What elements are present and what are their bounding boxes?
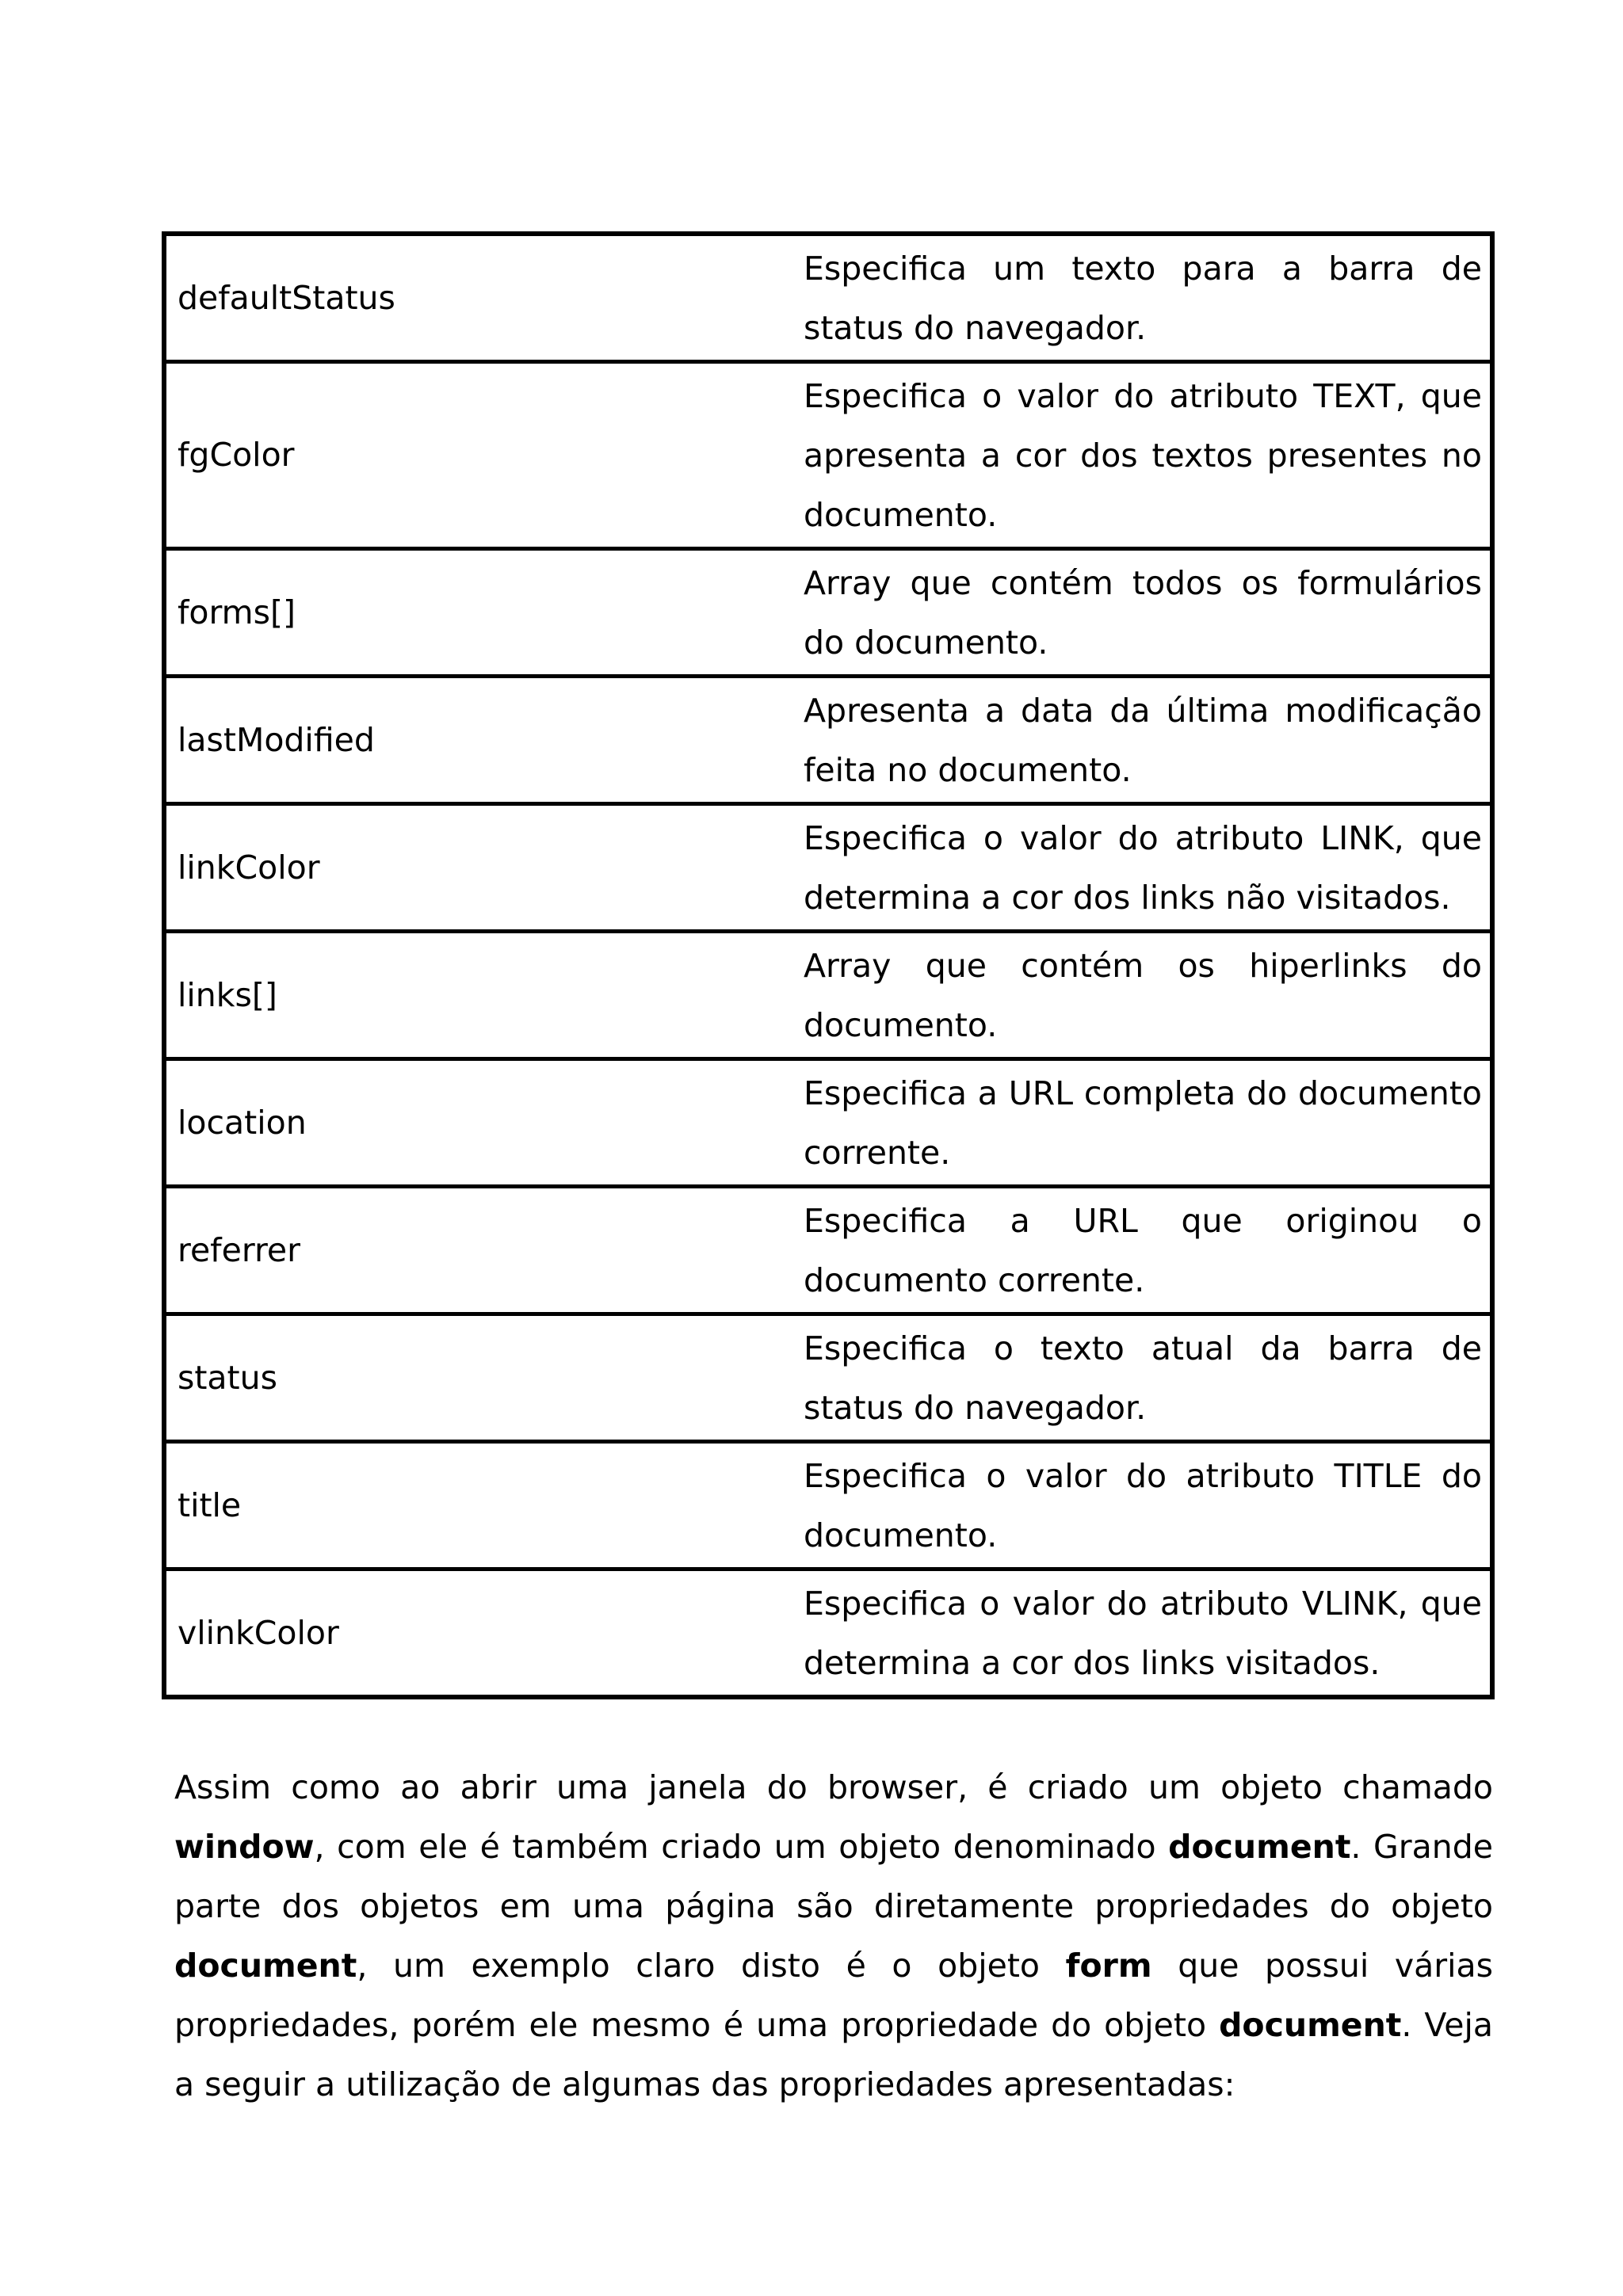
property-description-text: Especifica a URL que originou o documento corrente. (804, 1202, 1482, 1299)
property-description (804, 362, 1492, 549)
property-description-text: Especifica o valor do atributo VLINK, que determina a cor dos links visitados. (804, 1585, 1482, 1682)
property-description-text: Especifica o texto atual da barra de status do navegador. (804, 1329, 1482, 1427)
property-description-text: Especifica a URL completa do documento corrente. (804, 1074, 1482, 1172)
table-row (164, 932, 1492, 1059)
property-description-text: Especifica o valor do atributo TITLE do documento. (804, 1457, 1482, 1554)
table-row (164, 1059, 1492, 1187)
property-description (804, 1442, 1492, 1569)
property-description (804, 549, 1492, 677)
paragraph-text: . Veja a seguir a utilização de algumas das propriedades apresentadas: (174, 2006, 1494, 2103)
paragraph-bold-form: form (1065, 1947, 1152, 1985)
property-name: status (164, 1314, 804, 1442)
table-row (164, 1187, 1492, 1314)
paragraph-bold-window: window (174, 1828, 315, 1866)
property-name: title (164, 1442, 804, 1569)
property-description (804, 932, 1492, 1059)
table-row (164, 1314, 1492, 1442)
property-name: forms[] (164, 549, 804, 677)
table-row (164, 234, 1492, 362)
property-description (804, 677, 1492, 804)
table-row (164, 1569, 1492, 1698)
properties-table (162, 231, 1495, 1699)
property-description-text: Especifica o valor do atributo LINK, que determina a cor dos links não visitados. (804, 819, 1482, 917)
property-description-text: Especifica um texto para a barra de status do navegador. (804, 250, 1482, 347)
property-name: fgColor (164, 362, 804, 549)
property-description-text: Array que contém os hiperlinks do documento. (804, 947, 1482, 1044)
property-name: lastModified (164, 677, 804, 804)
paragraph-text: , um exemplo claro disto é o objeto (357, 1947, 1066, 1985)
paragraph-text: . Grande parte dos objetos em uma página são diretamente propriedades do objeto (174, 1828, 1493, 1925)
body-paragraph (174, 1758, 1493, 2115)
property-name: referrer (164, 1187, 804, 1314)
paragraph-text: Assim como ao abrir uma janela do browser, é criado um objeto chamado (174, 1768, 1493, 1806)
property-name: links[] (164, 932, 804, 1059)
property-name: location (164, 1059, 804, 1187)
paragraph-bold-document: document (174, 1947, 357, 1985)
paragraph-bold-document: document (1219, 2006, 1402, 2044)
table-row (164, 362, 1492, 549)
property-description (804, 234, 1492, 362)
property-description-text: Especifica o valor do atributo TEXT, que apresenta a cor dos textos presentes no documento. (804, 377, 1482, 534)
property-name: defaultStatus (164, 234, 804, 362)
property-description (804, 1059, 1492, 1187)
property-description (804, 1314, 1492, 1442)
paragraph-text: , com ele é também criado um objeto denominado (314, 1828, 1169, 1866)
table-row (164, 804, 1492, 932)
property-description-text: Array que contém todos os formulários do documento. (804, 564, 1482, 662)
table-row (164, 677, 1492, 804)
paragraph-bold-document: document (1168, 1828, 1351, 1866)
table-row (164, 549, 1492, 677)
property-name: vlinkColor (164, 1569, 804, 1698)
property-description (804, 804, 1492, 932)
property-description (804, 1187, 1492, 1314)
property-description (804, 1569, 1492, 1698)
property-description-text: Apresenta a data da última modificação feita no documento. (804, 692, 1482, 789)
paragraph-text: que possui várias propriedades, porém ele mesmo é uma propriedade do objeto (174, 1947, 1493, 2044)
table-row (164, 1442, 1492, 1569)
property-name: linkColor (164, 804, 804, 932)
